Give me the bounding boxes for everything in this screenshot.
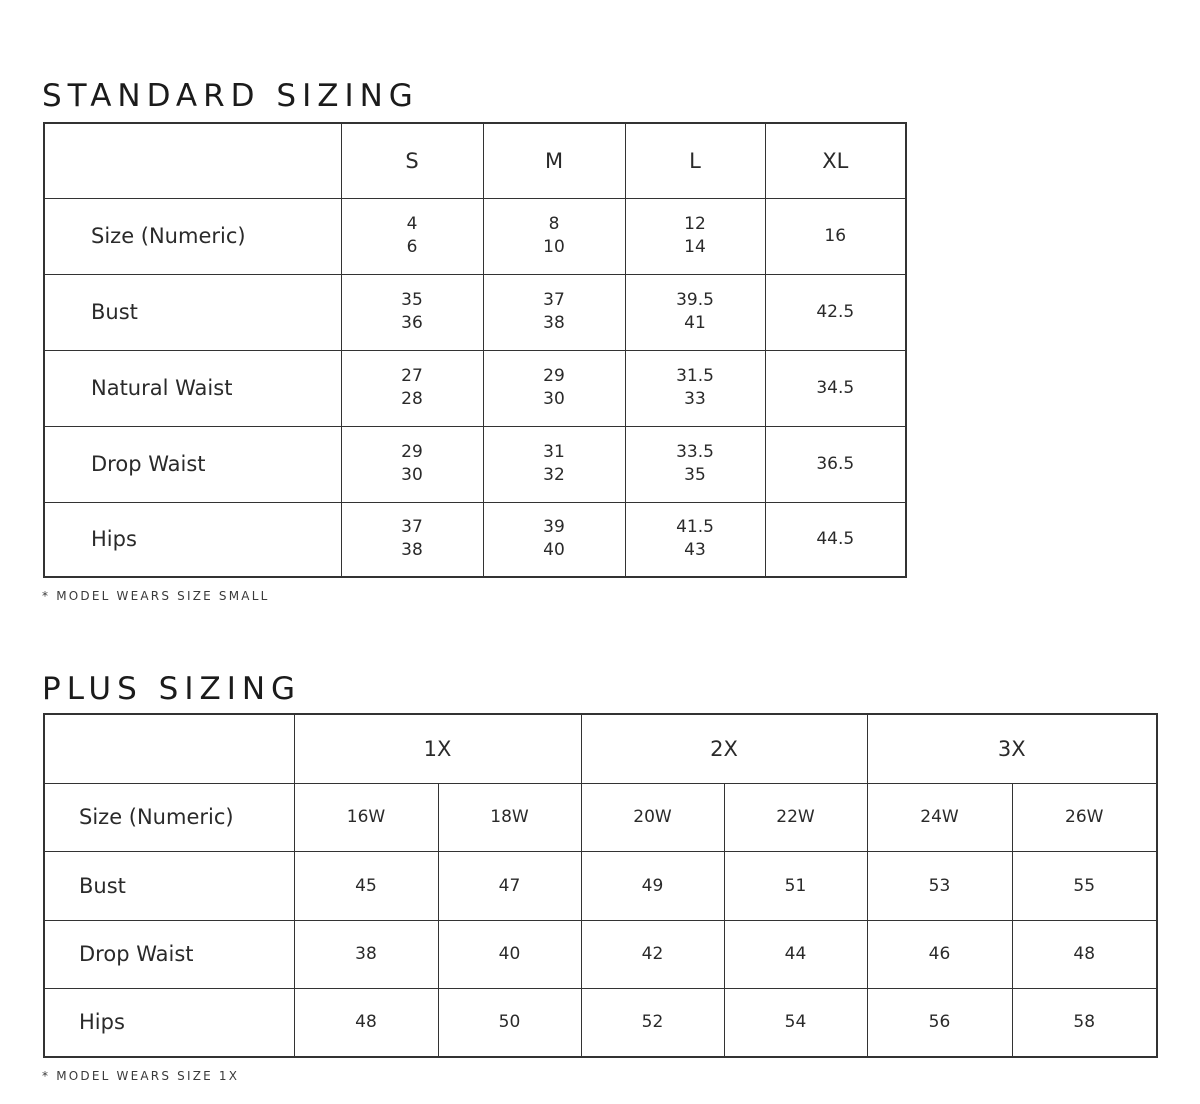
- header-size-s: S: [341, 123, 483, 198]
- table-cell: [625, 350, 765, 426]
- table-cell: [765, 350, 906, 426]
- header-size-3x: 3X: [867, 714, 1157, 783]
- cell-value: 37: [401, 517, 423, 538]
- table-row: [44, 426, 906, 502]
- table-row: [44, 783, 1157, 851]
- cell-value: 33: [684, 389, 706, 409]
- cell-value: 37: [543, 290, 565, 310]
- table-cell: [341, 350, 483, 426]
- table-cell: 48: [294, 988, 438, 1057]
- cell-value: 6: [406, 237, 418, 257]
- table-cell: 54: [724, 988, 867, 1057]
- cell-value: 30: [401, 465, 423, 485]
- header-size-l: L: [625, 123, 765, 198]
- header-size-2x: 2X: [581, 714, 867, 783]
- table-cell: [765, 274, 906, 350]
- cell-value: 38: [401, 540, 423, 561]
- table-cell: 44: [724, 920, 867, 988]
- table-header-row: [44, 123, 906, 198]
- table-cell: 47: [438, 851, 581, 920]
- row-label-natural-waist: Natural Waist: [44, 350, 341, 426]
- row-label-hips: Hips: [44, 988, 294, 1057]
- table-cell: 22W: [724, 783, 867, 851]
- row-label-size-numeric: Size (Numeric): [44, 198, 341, 274]
- cell-value: 31.5: [676, 366, 714, 386]
- table-row: [44, 350, 906, 426]
- table-row: [44, 274, 906, 350]
- table-row: [44, 502, 906, 577]
- cell-value: 29: [543, 366, 565, 386]
- table-cell: 46: [867, 920, 1012, 988]
- table-cell: [341, 198, 483, 274]
- row-label-hips: Hips: [44, 502, 341, 577]
- header-size-xl: XL: [765, 123, 906, 198]
- table-cell: [483, 198, 625, 274]
- table-cell: 49: [581, 851, 724, 920]
- cell-value: 36: [401, 313, 423, 333]
- plus-sizing-table: [43, 713, 1158, 1058]
- table-cell: 50: [438, 988, 581, 1057]
- table-cell: [765, 502, 906, 577]
- cell-value: 32: [543, 465, 565, 485]
- cell-value: 31: [543, 442, 565, 462]
- table-cell: 24W: [867, 783, 1012, 851]
- table-cell: 51: [724, 851, 867, 920]
- standard-model-note: * MODEL WEARS SIZE SMALL: [42, 589, 270, 603]
- table-cell: 40: [438, 920, 581, 988]
- table-cell: 48: [1012, 920, 1157, 988]
- table-cell: 42: [581, 920, 724, 988]
- header-empty-cell: [44, 123, 341, 198]
- table-cell: [341, 426, 483, 502]
- table-cell: [483, 426, 625, 502]
- header-empty-cell: [44, 714, 294, 783]
- table-row: [44, 920, 1157, 988]
- table-cell: 58: [1012, 988, 1157, 1057]
- table-cell: [483, 502, 625, 577]
- cell-value: 12: [684, 214, 706, 234]
- cell-value: 30: [543, 389, 565, 409]
- cell-value: 16: [824, 225, 847, 246]
- cell-value: 43: [684, 540, 706, 561]
- cell-value: 38: [543, 313, 565, 333]
- cell-value: 14: [684, 237, 706, 257]
- cell-value: 33.5: [676, 442, 714, 462]
- standard-sizing-table: [43, 122, 907, 578]
- cell-value: 8: [548, 214, 560, 234]
- row-label-bust: Bust: [44, 274, 341, 350]
- cell-value: 39.5: [676, 290, 714, 310]
- table-cell: [341, 274, 483, 350]
- cell-value: 39: [543, 517, 565, 538]
- table-header-row: [44, 714, 1157, 783]
- table-cell: 20W: [581, 783, 724, 851]
- table-cell: [625, 198, 765, 274]
- table-cell: 38: [294, 920, 438, 988]
- cell-value: 4: [406, 214, 418, 234]
- table-cell: 45: [294, 851, 438, 920]
- table-row: [44, 851, 1157, 920]
- cell-value: 35: [401, 290, 423, 310]
- table-cell: 56: [867, 988, 1012, 1057]
- table-cell: [341, 502, 483, 577]
- table-row: [44, 198, 906, 274]
- table-cell: [483, 274, 625, 350]
- cell-value: 42.5: [816, 301, 855, 322]
- table-cell: [765, 198, 906, 274]
- table-cell: 53: [867, 851, 1012, 920]
- plus-sizing-title: PLUS SIZING: [42, 671, 302, 707]
- header-size-m: M: [483, 123, 625, 198]
- row-label-size-numeric: Size (Numeric): [44, 783, 294, 851]
- table-cell: 18W: [438, 783, 581, 851]
- cell-value: 28: [401, 389, 423, 409]
- row-label-bust: Bust: [44, 851, 294, 920]
- cell-value: 41: [684, 313, 706, 333]
- cell-value: 44.5: [816, 528, 855, 549]
- cell-value: 34.5: [816, 377, 855, 398]
- table-cell: [625, 502, 765, 577]
- table-cell: 16W: [294, 783, 438, 851]
- row-label-drop-waist: Drop Waist: [44, 920, 294, 988]
- table-cell: 26W: [1012, 783, 1157, 851]
- plus-model-note: * MODEL WEARS SIZE 1X: [42, 1069, 240, 1083]
- cell-value: 41.5: [676, 517, 714, 538]
- header-size-1x: 1X: [294, 714, 581, 783]
- table-cell: [483, 350, 625, 426]
- table-cell: [625, 426, 765, 502]
- cell-value: 10: [543, 237, 565, 257]
- table-cell: [765, 426, 906, 502]
- table-cell: 52: [581, 988, 724, 1057]
- cell-value: 29: [401, 442, 423, 462]
- cell-value: 40: [543, 540, 565, 561]
- cell-value: 36.5: [816, 453, 855, 474]
- table-row: [44, 988, 1157, 1057]
- row-label-drop-waist: Drop Waist: [44, 426, 341, 502]
- table-cell: 55: [1012, 851, 1157, 920]
- table-cell: [625, 274, 765, 350]
- standard-sizing-title: STANDARD SIZING: [42, 78, 419, 114]
- cell-value: 35: [684, 465, 706, 485]
- cell-value: 27: [401, 366, 423, 386]
